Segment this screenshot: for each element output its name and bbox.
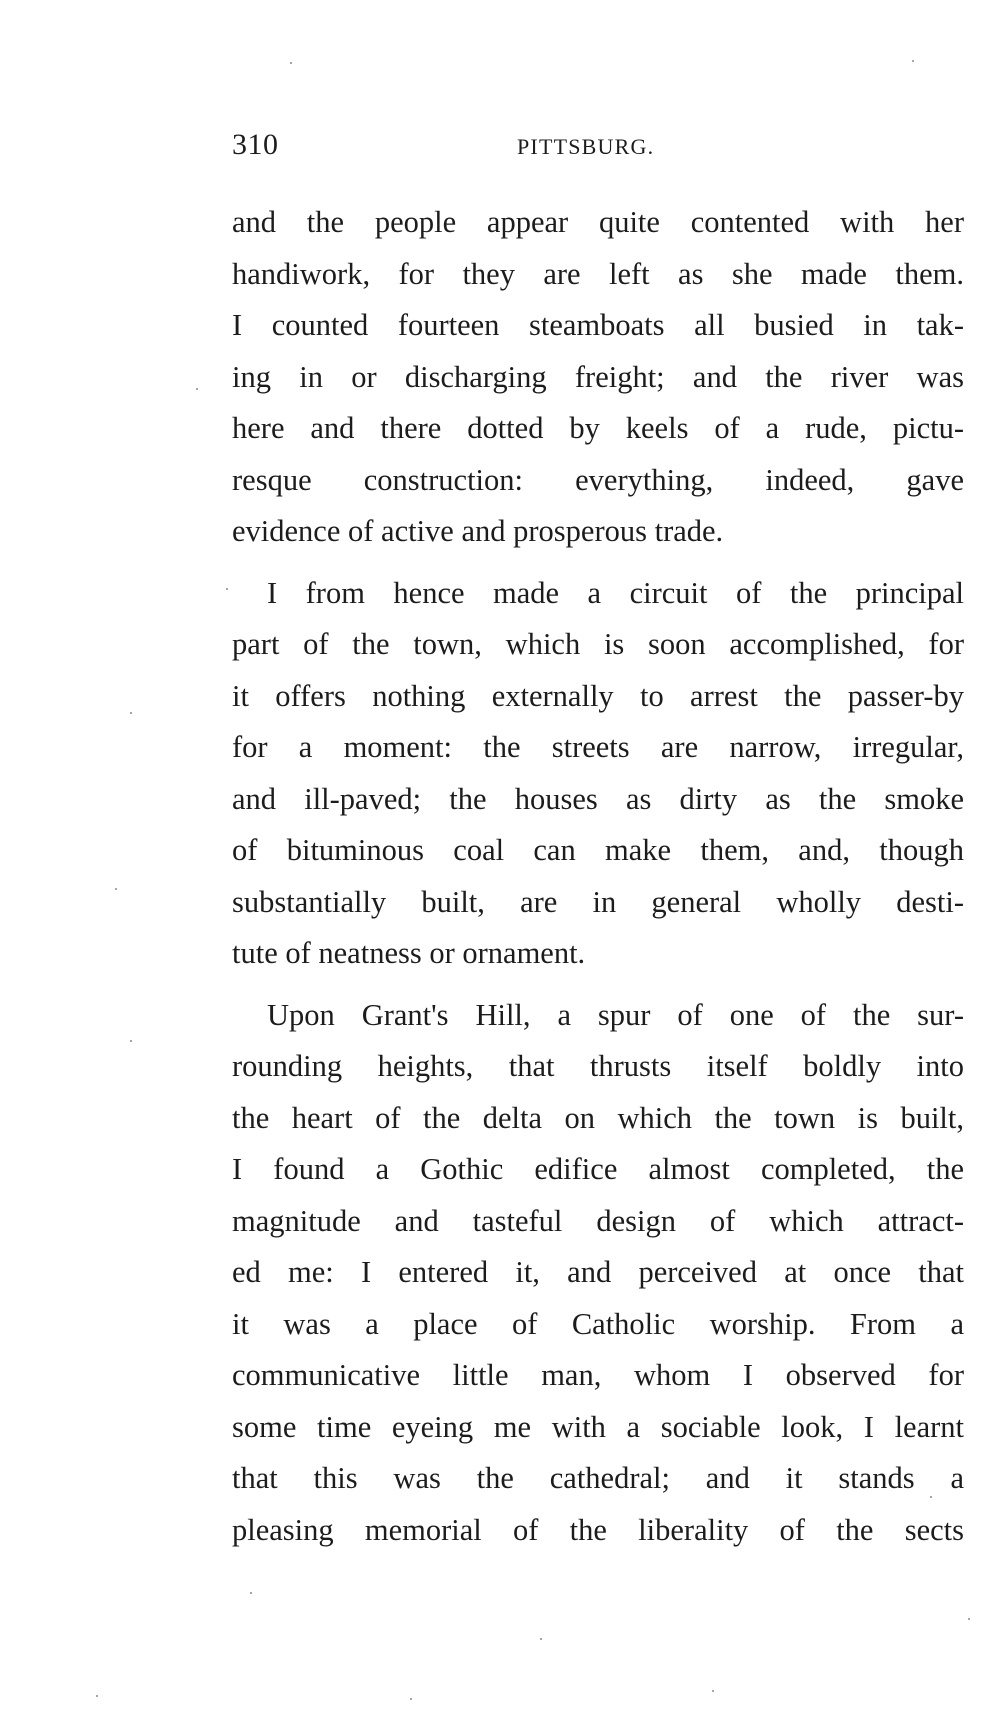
text-line: the heart of the delta on which the town is built,	[232, 1100, 964, 1135]
paper-speck	[410, 1698, 412, 1700]
text-line: I found a Gothic edifice almost completed, the	[232, 1152, 964, 1186]
text-line: handiwork, for they are left as she made them.	[232, 256, 964, 291]
text-line: communicative little man, whom I observed for	[232, 1358, 964, 1392]
paper-speck	[96, 1695, 98, 1697]
paper-speck	[912, 60, 914, 62]
text-line: here and there dotted by keels of a rude, pictu-	[232, 411, 964, 445]
text-line: pleasing memorial of the liberality of the sects	[232, 1512, 964, 1547]
text-line: rounding heights, that thrusts itself boldly into	[232, 1049, 964, 1083]
text-line: magnitude and tasteful design of which attract-	[232, 1203, 964, 1238]
text-line: it was a place of Catholic worship. From a	[232, 1306, 964, 1341]
text-line: substantially built, are in general wholly desti-	[232, 884, 964, 919]
text-line: it offers nothing externally to arrest the passer-by	[232, 678, 964, 713]
text-line: I counted fourteen steamboats all busied in tak-	[232, 308, 964, 342]
text-line: part of the town, which is soon accomplished, for	[232, 627, 964, 661]
text-line: and the people appear quite contented with her	[232, 205, 964, 239]
text-line: I from hence made a circuit of the principal	[267, 575, 964, 610]
text-line: ing in or discharging freight; and the river was	[232, 359, 964, 394]
text-line: resque construction: everything, indeed, gave	[232, 462, 964, 497]
paper-speck	[130, 712, 132, 714]
paper-speck	[115, 888, 117, 890]
text-line: evidence of active and prosperous trade.	[232, 514, 724, 548]
paper-speck	[130, 1040, 132, 1042]
text-line: that this was the cathedral; and it stands a	[232, 1461, 964, 1495]
paragraph-gap	[232, 558, 964, 568]
text-line: ed me: I entered it, and perceived at once that	[232, 1255, 964, 1289]
text-line: some time eyeing me with a sociable look, I learnt	[232, 1409, 964, 1444]
text-line: of bituminous coal can make them, and, though	[232, 833, 964, 867]
body-text	[232, 197, 964, 1556]
page-number: 310	[232, 128, 279, 161]
text-line: for a moment: the streets are narrow, irregular,	[232, 730, 964, 764]
paper-speck	[250, 1592, 252, 1594]
page-header	[232, 128, 964, 178]
paragraph-gap	[232, 980, 964, 990]
paper-speck	[196, 388, 198, 390]
text-line: and ill-paved; the houses as dirty as the smoke	[232, 781, 964, 816]
text-line: Upon Grant's Hill, a spur of one of the sur-	[267, 997, 964, 1032]
text-line: tute of neatness or ornament.	[232, 936, 586, 970]
paper-speck	[712, 1690, 714, 1692]
running-head: PITTSBURG.	[517, 134, 655, 159]
paper-speck	[968, 1618, 970, 1620]
paper-speck	[226, 588, 228, 590]
paper-speck	[540, 1638, 542, 1640]
paper-speck	[930, 1496, 932, 1498]
paper-speck	[290, 62, 292, 64]
